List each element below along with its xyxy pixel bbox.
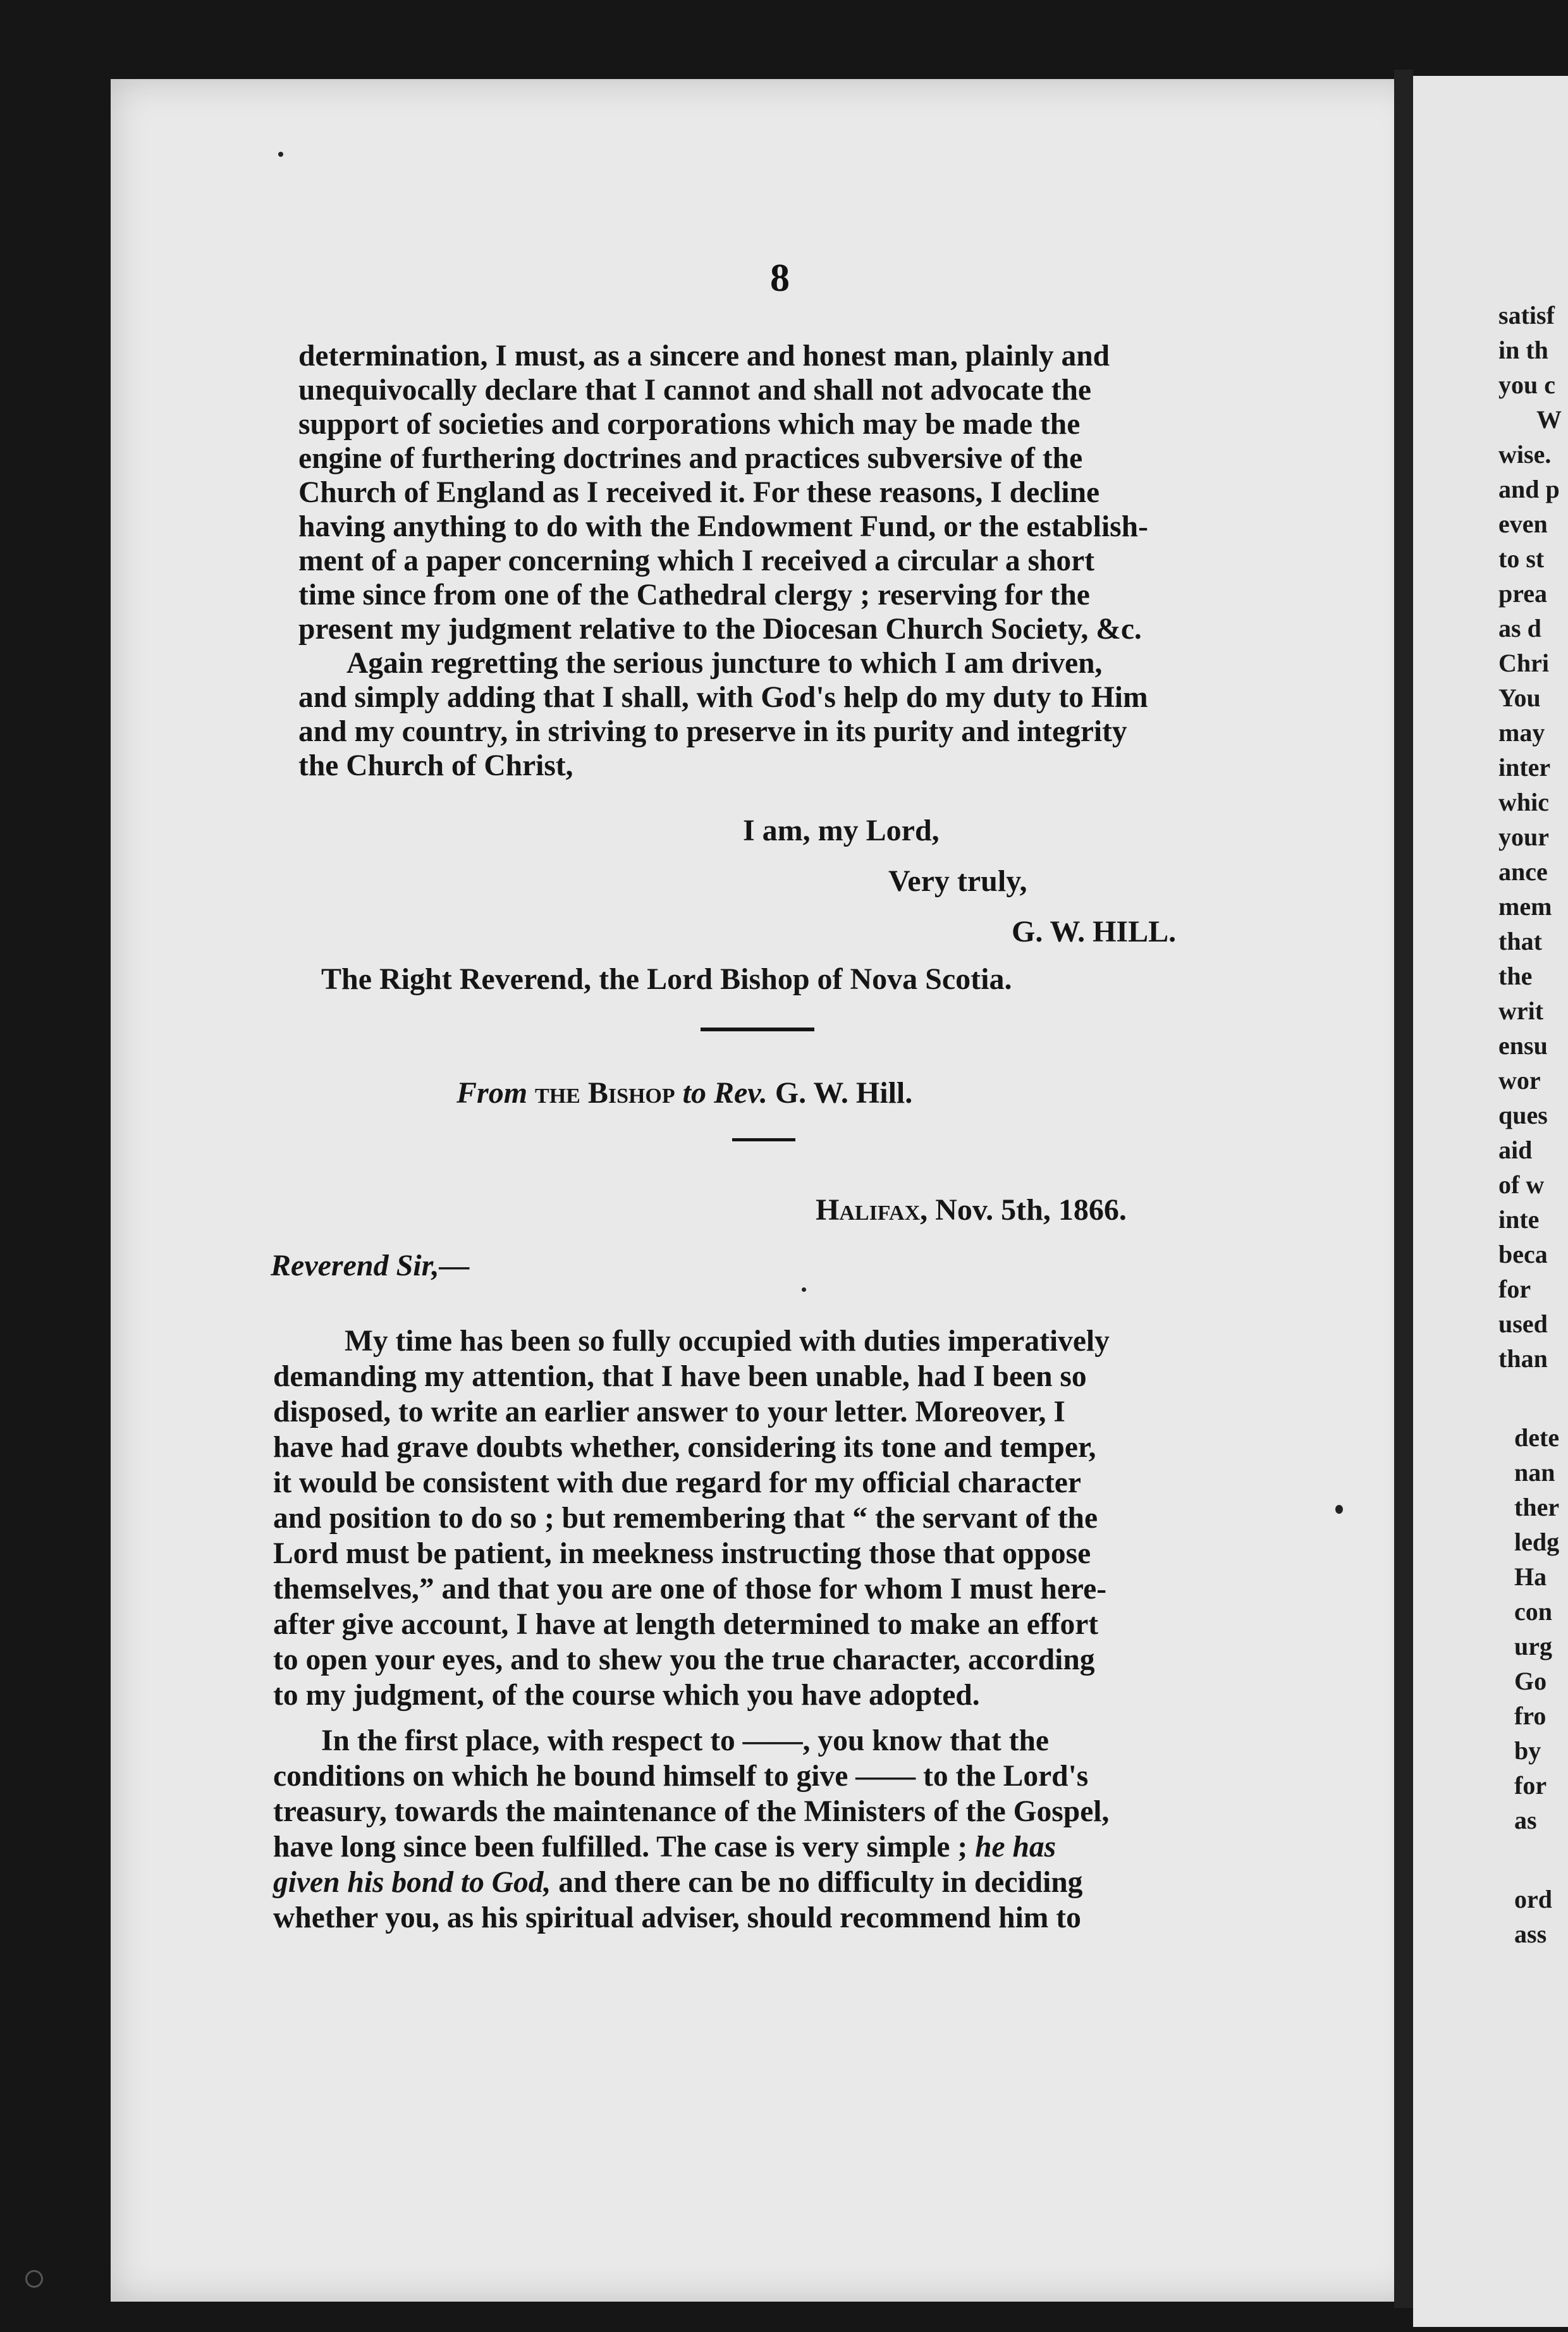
letter-valediction: Very truly, [888, 864, 1027, 898]
adjacent-page-fragment: to st [1498, 544, 1545, 573]
adjacent-page-fragment: your [1498, 823, 1549, 851]
adjacent-page-fragment: Chri [1498, 649, 1549, 677]
adjacent-page-fragment: con [1514, 1597, 1552, 1626]
letter-one-line: time since from one of the Cathedral clergy ; reserving for the [298, 579, 1090, 611]
adjacent-page-fragment: of w [1498, 1170, 1545, 1199]
scan-speck [1335, 1505, 1343, 1514]
adjacent-page [1413, 76, 1568, 2327]
adjacent-page-fragment: than [1498, 1344, 1548, 1373]
adjacent-page-fragment: Go [1514, 1667, 1547, 1695]
adjacent-page-fragment: as d [1498, 614, 1541, 642]
heading-from: From [456, 1076, 528, 1110]
letter-two-line: have had grave doubts whether, considering its tone and temper, [273, 1431, 1096, 1464]
letter-two-line: to my judgment, of the course which you have adopted. [273, 1679, 980, 1712]
adjacent-page-fragment: dete [1514, 1423, 1560, 1452]
adjacent-page-fragment: Ha [1514, 1562, 1547, 1591]
page-gutter [1394, 70, 1413, 2308]
adjacent-page-fragment: used [1498, 1310, 1548, 1338]
adjacent-page-fragment: inte [1498, 1205, 1540, 1234]
adjacent-page-fragment: that [1498, 927, 1542, 955]
heading-recipient: G. W. Hill. [775, 1076, 913, 1110]
adjacent-page-fragment: wor [1498, 1066, 1541, 1095]
adjacent-page-fragment: ord [1514, 1885, 1552, 1913]
letter-two-text: and there can be no difficulty in deciding [558, 1866, 1083, 1899]
scan-speck [802, 1287, 806, 1292]
adjacent-page-fragment: fro [1514, 1702, 1547, 1730]
adjacent-page-fragment: beca [1498, 1240, 1548, 1268]
scan-speck [278, 152, 283, 157]
letter-two-line: it would be consistent with due regard for my official character [273, 1466, 1081, 1499]
letter-two-line: treasury, towards the maintenance of the Ministers of the Gospel, [273, 1795, 1110, 1828]
letter-one-line: and simply adding that I shall, with God's help do my duty to Him [298, 681, 1148, 714]
letter-one-line: determination, I must, as a sincere and honest man, plainly and [298, 340, 1110, 372]
adjacent-page-fragment: aid [1498, 1136, 1533, 1164]
adjacent-page-fragment: inter [1498, 753, 1551, 782]
letter-two-emphasis: given his bond to God, [273, 1866, 551, 1899]
letter-salutation: Reverend Sir,— [271, 1249, 470, 1282]
section-divider [701, 1028, 814, 1031]
adjacent-page-fragment: whic [1498, 788, 1549, 816]
adjacent-page-fragment: ledg [1514, 1528, 1560, 1556]
adjacent-page-fragment: ther [1514, 1493, 1560, 1521]
adjacent-page-fragment: by [1514, 1736, 1541, 1765]
letter-two-line: In the first place, with respect to ——, you know that the [321, 1724, 1049, 1757]
adjacent-page-fragment: may [1498, 718, 1545, 747]
adjacent-page-fragment: satisf [1498, 301, 1555, 329]
adjacent-page-fragment: ance [1498, 857, 1548, 886]
letter-two-text: have long since been fulfilled. The case is very simple ; [273, 1831, 968, 1863]
letter-one-line: having anything to do with the Endowment Fund, or the establish- [298, 510, 1148, 543]
adjacent-page-fragment: even [1498, 510, 1548, 538]
adjacent-page-fragment: wise. [1498, 440, 1552, 469]
letter-place: Halifax, [816, 1193, 928, 1227]
scan-mark [25, 2270, 43, 2288]
letter-one-line: unequivocally declare that I cannot and shall not advocate the [298, 374, 1091, 407]
adjacent-page-fragment: for [1514, 1771, 1547, 1800]
letter-two-line: to open your eyes, and to shew you the true character, according [273, 1643, 1095, 1676]
letter-two-line [273, 1868, 1082, 1898]
letter-date: Nov. 5th, 1866. [935, 1193, 1127, 1227]
letter-one-line: the Church of Christ, [298, 749, 573, 782]
adjacent-page-fragment: in th [1498, 336, 1548, 364]
heading-to: to Rev. [682, 1076, 768, 1110]
adjacent-page-fragment: You [1498, 684, 1541, 712]
heading-sender: the Bishop [535, 1076, 675, 1110]
letter-two-heading [456, 1078, 912, 1108]
page-number: 8 [770, 257, 790, 300]
letter-two-line: My time has been so fully occupied with duties imperatively [345, 1325, 1110, 1358]
letter-two-emphasis: he has [975, 1831, 1057, 1863]
adjacent-page-fragment: ques [1498, 1101, 1548, 1129]
letter-signature: G. W. HILL. [1012, 915, 1177, 948]
letter-two-line: whether you, as his spiritual adviser, should recommend him to [273, 1901, 1081, 1934]
adjacent-page-fragment: and p [1498, 475, 1560, 503]
letter-two-line: disposed, to write an earlier answer to your letter. Moreover, I [273, 1396, 1065, 1428]
adjacent-page-fragment: W [1536, 405, 1562, 434]
letter-two-line: Lord must be patient, in meekness instructing those that oppose [273, 1537, 1091, 1570]
adjacent-page-fragment: you c [1498, 371, 1555, 399]
letter-two-line: and position to do so ; but remembering that “ the servant of the [273, 1502, 1098, 1535]
letter-dateline [816, 1195, 1127, 1225]
letter-one-line: support of societies and corporations which may be made the [298, 408, 1081, 441]
adjacent-page-fragment: writ [1498, 997, 1544, 1025]
letter-one-line: present my judgment relative to the Diocesan Church Society, &c. [298, 613, 1142, 646]
letter-two-line: after give account, I have at length determined to make an effort [273, 1608, 1099, 1641]
adjacent-page-fragment: as [1514, 1806, 1537, 1834]
adjacent-page-fragment: mem [1498, 892, 1552, 921]
adjacent-page-fragment: ensu [1498, 1031, 1548, 1060]
section-divider [732, 1138, 795, 1141]
letter-one-line: and my country, in striving to preserve in its purity and integrity [298, 715, 1127, 748]
letter-one-line: Again regretting the serious juncture to which I am driven, [346, 647, 1103, 680]
adjacent-page-fragment: nan [1514, 1458, 1555, 1487]
adjacent-page-fragment: ass [1514, 1920, 1547, 1948]
letter-one-line: engine of furthering doctrines and practices subversive of the [298, 442, 1083, 475]
adjacent-page-fragment: the [1498, 962, 1533, 990]
letter-one-line: Church of England as I received it. For these reasons, I decline [298, 476, 1100, 509]
letter-two-line: themselves,” and that you are one of those for whom I must here- [273, 1573, 1107, 1605]
adjacent-page-fragment: prea [1498, 579, 1548, 608]
letter-addressee: The Right Reverend, the Lord Bishop of Nova Scotia. [321, 962, 1012, 996]
letter-two-line: conditions on which he bound himself to give —— to the Lord's [273, 1760, 1089, 1793]
letter-one-line: ment of a paper concerning which I received a circular a short [298, 544, 1095, 577]
adjacent-page-fragment: urg [1514, 1632, 1552, 1660]
letter-two-line [273, 1832, 1056, 1863]
letter-two-line: demanding my attention, that I have been unable, had I been so [273, 1360, 1087, 1393]
adjacent-page-fragment: for [1498, 1275, 1531, 1303]
letter-closing: I am, my Lord, [743, 814, 940, 847]
